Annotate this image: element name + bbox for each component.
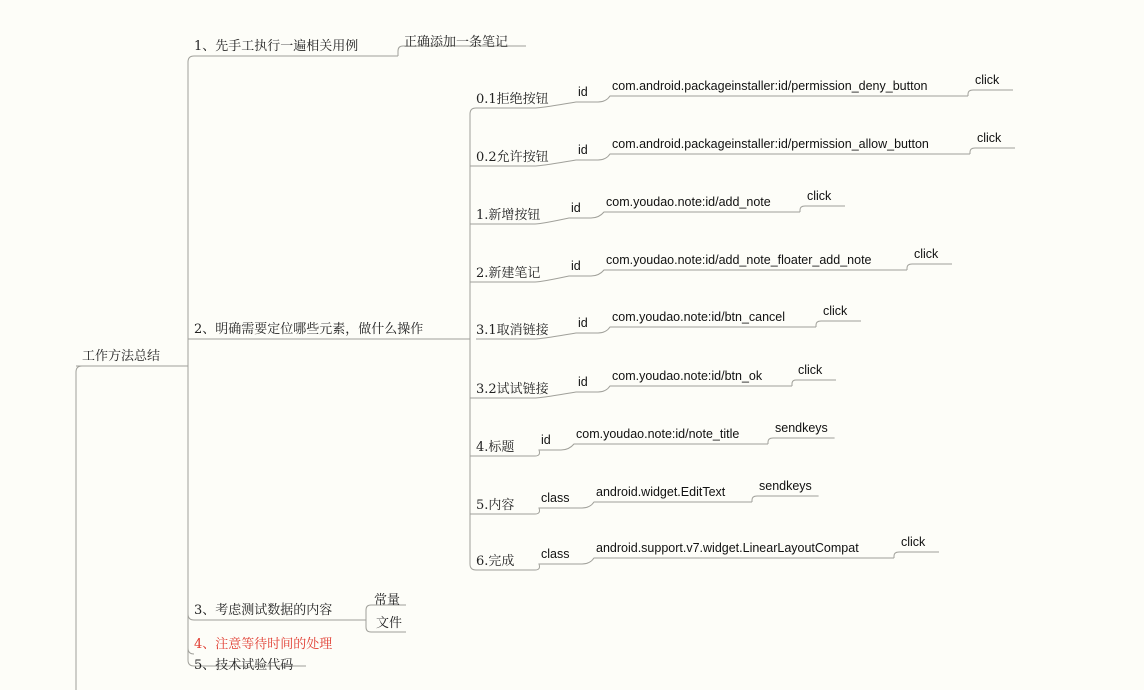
locator-type[interactable]: id <box>571 259 581 273</box>
branch-4[interactable]: 4、注意等待时间的处理 <box>194 637 333 652</box>
locator-value[interactable]: com.android.packageinstaller:id/permission_allow_button <box>612 137 929 151</box>
branch-5[interactable]: 5、技术试验代码 <box>194 658 294 673</box>
locator-type[interactable]: id <box>578 316 588 330</box>
locator-value[interactable]: com.youdao.note:id/add_note <box>606 195 771 209</box>
element-label[interactable]: 1.新增按钮 <box>476 208 541 223</box>
root-topic[interactable]: 工作方法总结 <box>82 349 161 364</box>
element-label[interactable]: 6.完成 <box>476 554 515 569</box>
action-label[interactable]: click <box>914 247 939 261</box>
branch-1[interactable]: 1、先手工执行一遍相关用例 <box>194 39 359 54</box>
locator-value[interactable]: com.youdao.note:id/btn_ok <box>612 369 763 383</box>
element-label[interactable]: 5.内容 <box>476 498 515 513</box>
element-label[interactable]: 3.1取消链接 <box>476 323 549 338</box>
branch-1-child[interactable]: 正确添加一条笔记 <box>404 35 509 50</box>
locator-type[interactable]: class <box>541 547 570 561</box>
action-label[interactable]: click <box>798 363 823 377</box>
element-label[interactable]: 0.1拒绝按钮 <box>476 92 549 107</box>
action-label[interactable]: click <box>901 535 926 549</box>
locator-value[interactable]: android.support.v7.widget.LinearLayoutCompat <box>596 541 859 555</box>
action-label[interactable]: click <box>823 304 848 318</box>
action-label[interactable]: click <box>975 73 1000 87</box>
locator-value[interactable]: android.widget.EditText <box>596 485 726 499</box>
element-label[interactable]: 0.2允许按钮 <box>476 150 549 165</box>
locator-value[interactable]: com.youdao.note:id/add_note_floater_add_note <box>606 253 872 267</box>
action-label[interactable]: click <box>807 189 832 203</box>
locator-type[interactable]: id <box>578 375 588 389</box>
branch-2[interactable]: 2、明确需要定位哪些元素，做什么操作 <box>194 322 424 337</box>
locator-type[interactable]: class <box>541 491 570 505</box>
locator-value[interactable]: com.youdao.note:id/note_title <box>576 427 740 441</box>
locator-type[interactable]: id <box>541 433 551 447</box>
branch-3-child-file[interactable]: 文件 <box>376 616 403 631</box>
action-label[interactable]: sendkeys <box>775 421 828 435</box>
action-label[interactable]: click <box>977 131 1002 145</box>
locator-value[interactable]: com.android.packageinstaller:id/permission_deny_button <box>612 79 928 93</box>
locator-type[interactable]: id <box>578 85 588 99</box>
locator-type[interactable]: id <box>571 201 581 215</box>
element-label[interactable]: 2.新建笔记 <box>476 266 541 281</box>
locator-type[interactable]: id <box>578 143 588 157</box>
locator-value[interactable]: com.youdao.note:id/btn_cancel <box>612 310 786 324</box>
element-label[interactable]: 4.标题 <box>476 440 515 455</box>
branch-3-child-constant[interactable]: 常量 <box>374 593 401 608</box>
action-label[interactable]: sendkeys <box>759 479 812 493</box>
element-label[interactable]: 3.2试试链接 <box>476 382 549 397</box>
branch-3[interactable]: 3、考虑测试数据的内容 <box>194 603 333 618</box>
